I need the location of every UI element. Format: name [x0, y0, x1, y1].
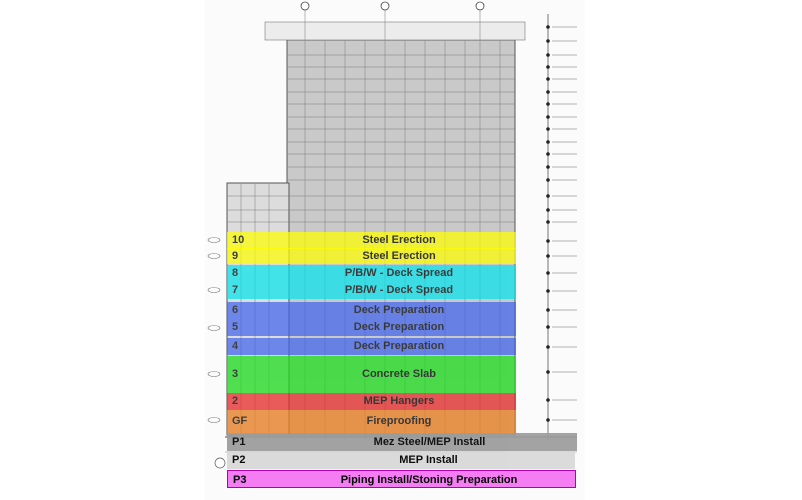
band-activity-label: Deck Preparation: [353, 304, 445, 316]
band-level-label: 5: [232, 321, 239, 333]
phase-band-p3: [227, 470, 576, 488]
phase-band-2: [227, 393, 516, 410]
phase-band-7: [227, 282, 516, 299]
phase-band-4: [227, 338, 516, 355]
band-level-label: 10: [232, 234, 245, 246]
band-level-label: GF: [232, 415, 248, 427]
band-activity-label: Fireproofing: [366, 415, 432, 427]
grid-bubbles: [301, 2, 484, 10]
band-activity-label: Mez Steel/MEP Install: [373, 436, 486, 448]
band-level-label: 4: [232, 340, 239, 352]
elevation-bubble: [215, 458, 225, 468]
left-tags: [208, 238, 220, 423]
phase-band-p1: [227, 433, 577, 451]
band-activity-label: Deck Preparation: [353, 340, 445, 352]
band-activity-label: MEP Hangers: [363, 395, 435, 407]
phase-band-9: [227, 248, 516, 264]
band-activity-label: Steel Erection: [362, 234, 436, 246]
phase-band-8: [227, 265, 516, 282]
phase-band-6: [227, 302, 516, 319]
band-level-label: 6: [232, 304, 239, 316]
band-activity-label: P/B/W - Deck Spread: [344, 267, 454, 279]
phase-band-p2: [227, 451, 575, 469]
band-activity-label: Concrete Slab: [362, 368, 436, 380]
band-activity-label: Piping Install/Stoning Preparation: [340, 474, 518, 486]
elevation-drawing: [205, 0, 585, 500]
phase-band-3: [227, 356, 516, 393]
phase-band-gf: [227, 410, 516, 433]
band-activity-label: MEP Install: [399, 454, 458, 466]
phase-band-10: [227, 232, 516, 249]
phase-band-5: [227, 319, 516, 336]
band-level-label: 8: [232, 267, 239, 279]
band-level-label: 7: [232, 284, 239, 296]
band-activity-label: P/B/W - Deck Spread: [344, 284, 454, 296]
band-level-label: 3: [232, 368, 239, 380]
band-activity-label: Deck Preparation: [353, 321, 445, 333]
band-activity-label: Steel Erection: [362, 250, 436, 262]
band-level-label: P3: [233, 474, 247, 486]
band-level-label: P2: [232, 454, 246, 466]
band-level-label: P1: [232, 436, 246, 448]
band-level-label: 2: [232, 395, 239, 407]
band-level-label: 9: [232, 250, 239, 262]
top-header: [265, 22, 525, 40]
level-ticks: [552, 27, 577, 420]
